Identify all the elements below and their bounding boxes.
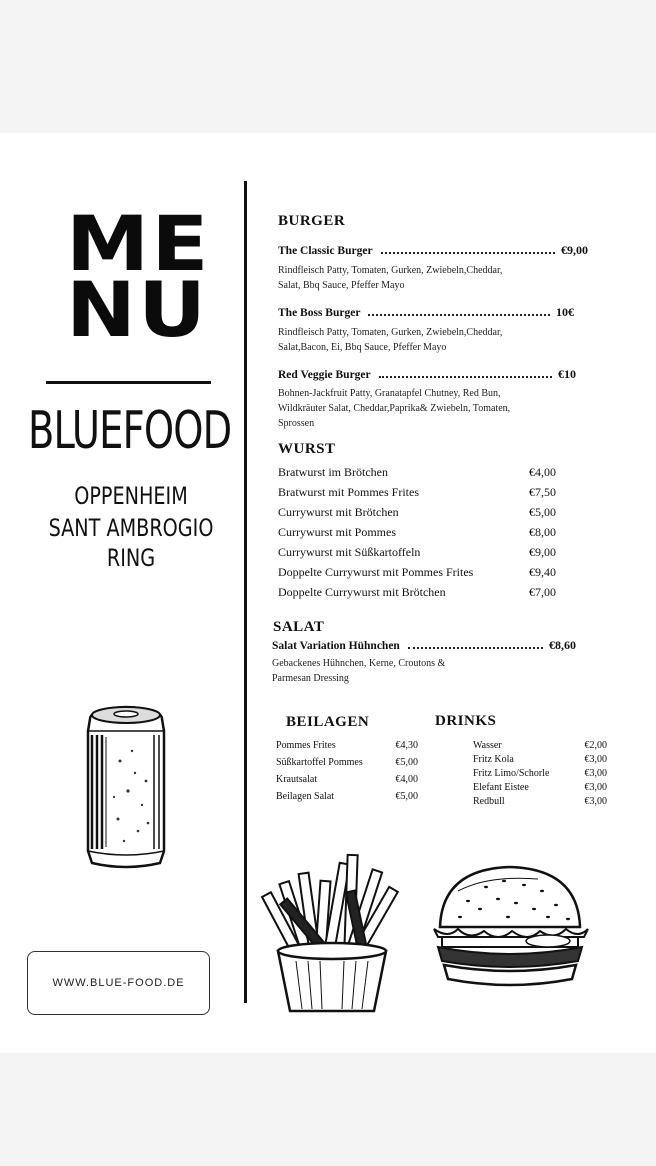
burger-item-classic — [278, 243, 588, 258]
item-name: Fritz Kola — [473, 754, 514, 765]
item-price: €9,00 — [561, 243, 588, 257]
menu-title-line-1: ME — [66, 199, 211, 288]
wurst-item — [278, 482, 556, 502]
item-name: Wasser — [473, 740, 502, 751]
item-price: €5,00 — [529, 505, 556, 519]
item-name: Red Veggie Burger — [278, 369, 371, 381]
item-price: €3,00 — [584, 754, 607, 765]
drinks-list — [473, 740, 607, 810]
beilagen-item — [276, 791, 418, 808]
beilagen-item — [276, 757, 418, 774]
wurst-section-title: WURST — [278, 441, 336, 457]
item-price: €9,40 — [529, 565, 556, 579]
item-name: The Boss Burger — [278, 307, 361, 319]
item-price: €4,00 — [395, 774, 418, 785]
address-city: OPPENHEIM — [74, 482, 188, 510]
item-name: Elefant Eistee — [473, 782, 529, 793]
desc-line: Parmesan Dressing — [272, 673, 349, 684]
item-name: Beilagen Salat — [276, 791, 335, 802]
item-name: Krautsalat — [276, 774, 318, 785]
item-name: Currywurst mit Pommes — [278, 525, 397, 539]
salat-item — [272, 638, 576, 653]
item-name: Redbull — [473, 796, 505, 807]
beilagen-item — [276, 740, 418, 757]
burger-item-red-veggie — [278, 367, 576, 382]
desc-line: Salat,Bacon, Ei, Bbq Sauce, Pfeffer Mayo — [278, 342, 447, 353]
item-name: Currywurst mit Süßkartoffeln — [278, 545, 421, 559]
wurst-item — [278, 582, 556, 602]
salat-description — [272, 656, 445, 686]
beilagen-list — [276, 740, 418, 808]
drinks-item — [473, 754, 607, 768]
website-link[interactable] — [27, 951, 210, 1015]
item-price: €8,60 — [549, 638, 576, 652]
drinks-item — [473, 768, 607, 782]
dot-leader — [368, 314, 550, 316]
item-price: 10€ — [556, 305, 574, 319]
salat-section-title: SALAT — [273, 619, 325, 635]
desc-line: Rindfleisch Patty, Tomaten, Gurken, Zwiebeln,Cheddar, — [278, 327, 503, 338]
item-price: €8,00 — [529, 525, 556, 539]
dot-leader — [408, 647, 543, 649]
item-name: Doppelte Currywurst mit Brötchen — [278, 585, 446, 599]
item-price: €2,00 — [584, 740, 607, 751]
item-name: Doppelte Currywurst mit Pommes Frites — [278, 565, 474, 579]
wurst-item — [278, 542, 556, 562]
menu-page — [0, 133, 656, 1053]
wurst-list — [278, 462, 556, 602]
beilagen-item — [276, 774, 418, 791]
wurst-item — [278, 502, 556, 522]
menu-title — [66, 199, 211, 354]
soda-can-illustration — [80, 701, 172, 879]
item-name: Bratwurst im Brötchen — [278, 465, 388, 479]
drinks-section-title: DRINKS — [435, 713, 497, 729]
dot-leader — [381, 252, 555, 254]
item-price: €9,00 — [529, 545, 556, 559]
burger-boss-description — [278, 325, 502, 355]
wurst-item — [278, 562, 556, 582]
burger-item-boss — [278, 305, 574, 320]
desc-line: Wildkräuter Salat, Cheddar,Paprika& Zwiebeln, Tomaten, — [278, 403, 511, 414]
horizontal-rule — [46, 381, 211, 384]
item-price: €5,00 — [395, 757, 418, 768]
brand-name: BLUEFOOD — [28, 401, 232, 461]
item-name: Fritz Limo/Schorle — [473, 768, 550, 779]
item-price: €4,30 — [395, 740, 418, 751]
burger-red-veggie-description — [278, 386, 510, 431]
desc-line: Sprossen — [278, 418, 315, 429]
burger-illustration — [428, 861, 592, 993]
item-name: Bratwurst mit Pommes Frites — [278, 485, 419, 499]
wurst-item — [278, 462, 556, 482]
burger-classic-description — [278, 263, 502, 293]
item-name: Süßkartoffel Pommes — [276, 757, 363, 768]
item-price: €3,00 — [584, 782, 607, 793]
dot-leader — [379, 376, 552, 378]
item-price: €7,00 — [529, 585, 556, 599]
item-price: €3,00 — [584, 796, 607, 807]
desc-line: Salat, Bbq Sauce, Pfeffer Mayo — [278, 280, 405, 291]
desc-line: Gebackenes Hühnchen, Kerne, Croutons & — [272, 658, 446, 669]
beilagen-section-title: BEILAGEN — [286, 714, 370, 730]
desc-line: Rindfleisch Patty, Tomaten, Gurken, Zwiebeln,Cheddar, — [278, 265, 503, 276]
item-price: €10 — [558, 367, 576, 381]
item-name: The Classic Burger — [278, 245, 373, 257]
desc-line: Bohnen-Jackfruit Patty, Granatapfel Chutney, Red Bun, — [278, 388, 501, 399]
website-text: WWW.BLUE-FOOD.DE — [52, 977, 185, 989]
address-street: SANT AMBROGIO RING — [48, 514, 214, 572]
menu-title-line-2: NU — [66, 265, 209, 354]
vertical-divider — [244, 181, 247, 1003]
item-price: €5,00 — [395, 791, 418, 802]
item-price: €4,00 — [529, 465, 556, 479]
item-name: Salat Variation Hühnchen — [272, 640, 400, 652]
fries-illustration — [256, 851, 408, 1019]
item-price: €7,50 — [529, 485, 556, 499]
item-price: €3,00 — [584, 768, 607, 779]
burger-section-title: BURGER — [278, 213, 346, 229]
drinks-item — [473, 782, 607, 796]
drinks-item — [473, 796, 607, 810]
wurst-item — [278, 522, 556, 542]
item-name: Currywurst mit Brötchen — [278, 505, 399, 519]
drinks-item — [473, 740, 607, 754]
item-name: Pommes Frites — [276, 740, 336, 751]
